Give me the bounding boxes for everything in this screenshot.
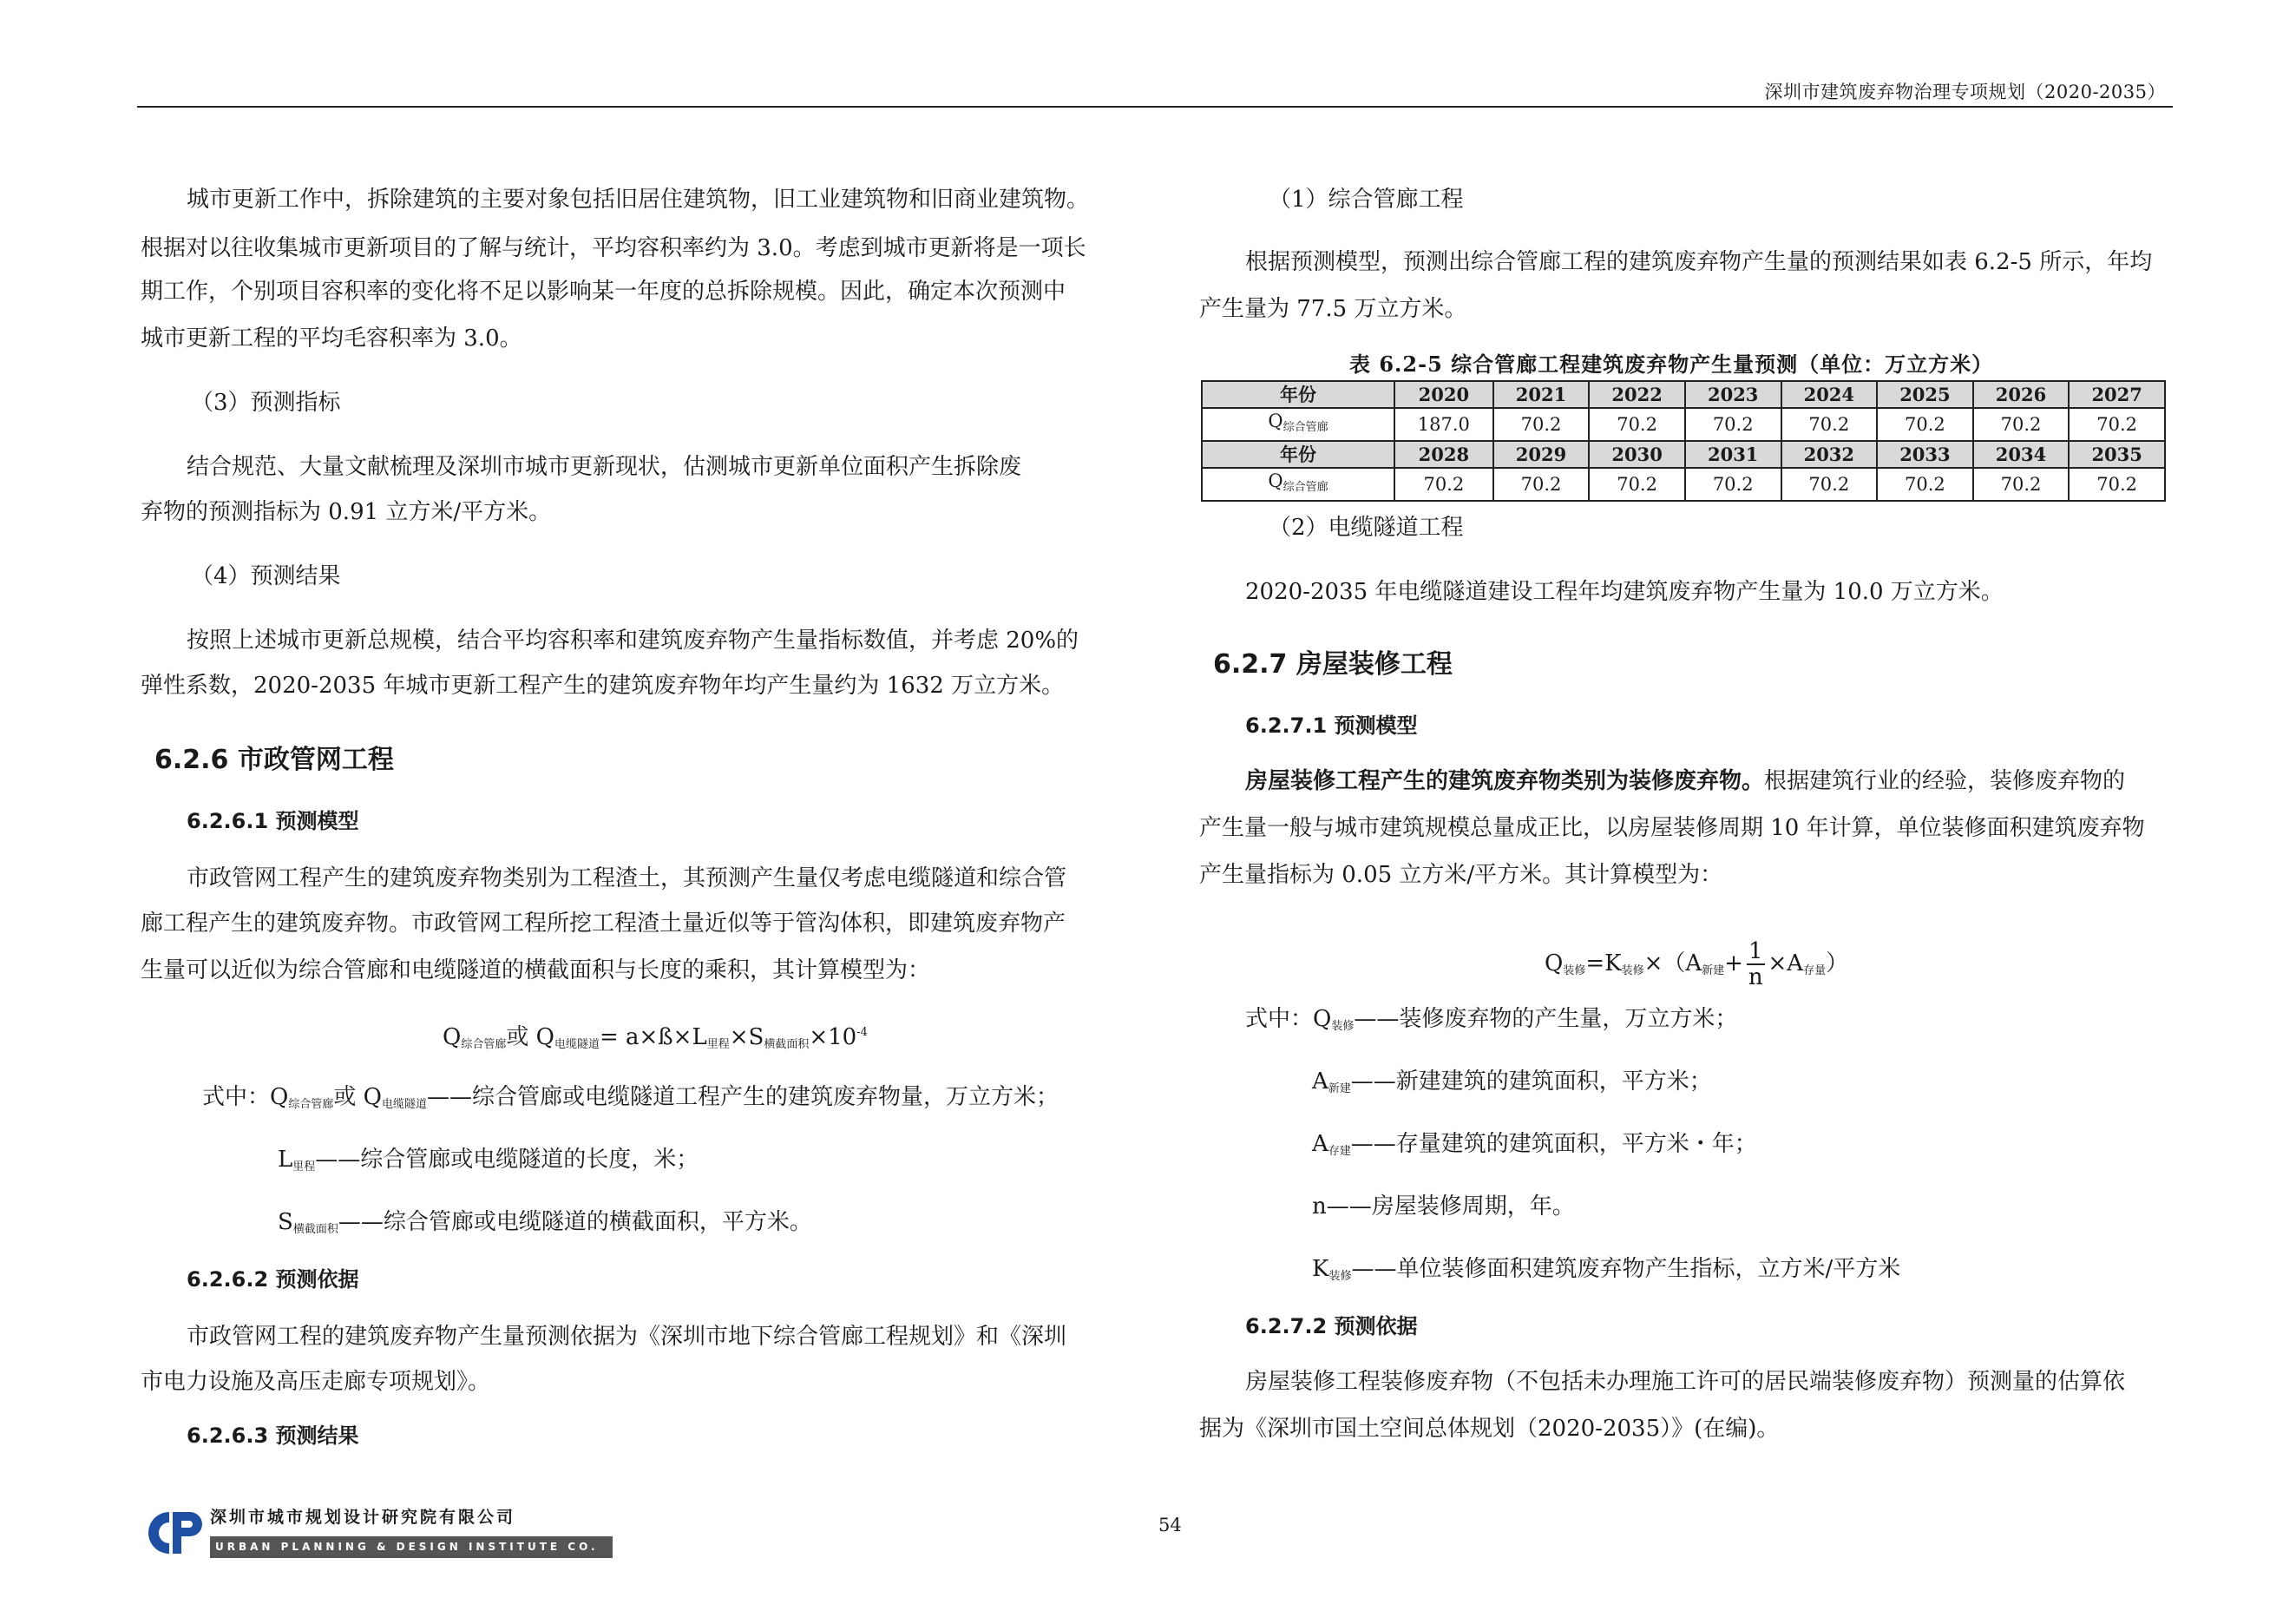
heading-6-2-7-2: 6.2.7.2 预测依据 xyxy=(1245,1314,1418,1338)
table-cell: 2029 xyxy=(1493,441,1590,468)
definition-a-new: $A_{新建}——$新建建筑的建筑面积，平方米； xyxy=(1312,1068,1712,1095)
formula-pipe: $Q_{综合管廊}$或 $Q_{电缆隧道}=$ $a\times ß\times L_{里程}\times S_{横截面积}\times 10^{-4}$ xyxy=(443,1024,868,1051)
table-cell: 2032 xyxy=(1781,441,1878,468)
para-pipe-gallery-2: 产生量为 77.5 万立方米。 xyxy=(1199,296,1467,322)
table-cell: 70.2 xyxy=(1973,408,2070,441)
table-cell: 2026 xyxy=(1973,381,2070,408)
table-cell: 2033 xyxy=(1877,441,1973,468)
table-cell: 70.2 xyxy=(1877,468,1973,501)
table-cell: 70.2 xyxy=(1493,408,1590,441)
table-cell: 187.0 xyxy=(1394,408,1493,441)
fraction: $\frac{1}{n}$ xyxy=(1748,938,1763,990)
forecast-table xyxy=(1201,380,2166,502)
institute-name-en: URBAN PLANNING & DESIGN INSTITUTE CO. OF SHENZHEN xyxy=(210,1536,613,1558)
para-urban-renewal-2: 根据对以往收集城市更新项目的了解与统计，平均容积率约为 3.0。考虑到城市更新将是一项长 xyxy=(141,235,1086,261)
heading-6-2-6-3: 6.2.6.3 预测结果 xyxy=(187,1423,359,1448)
table-cell: 70.2 xyxy=(1589,468,1685,501)
para-model-3: 生量可以近似为综合管廊和电缆隧道的横截面积与长度的乘积，其计算模型为： xyxy=(141,957,931,983)
table-cell: 2028 xyxy=(1394,441,1493,468)
institute-logo-icon xyxy=(143,1505,206,1561)
table-row xyxy=(1202,408,2165,441)
table-cell: 70.2 xyxy=(1685,468,1781,501)
para-decoration-3: 产生量指标为 0.05 立方米/平方米。其计算模型为： xyxy=(1199,862,1723,888)
para-indicator-2: 弃物的预测指标为 0.91 立方米/平方米。 xyxy=(141,499,552,525)
institute-name-cn: 深圳市城市规划设计研究院有限公司 xyxy=(210,1508,516,1527)
section-1-title: （1）综合管廊工程 xyxy=(1269,187,1464,213)
definition-n: n——房屋装修周期，年。 xyxy=(1312,1193,1575,1220)
table-row xyxy=(1202,441,2165,468)
table-caption: 表 6.2-5 综合管廊工程建筑废弃物产生量预测（单位：万立方米） xyxy=(1349,352,1994,377)
table-cell: 70.2 xyxy=(1781,408,1878,441)
table-cell: 2024 xyxy=(1781,381,1878,408)
table-cell: $Q_{综合管廊}$ xyxy=(1202,468,1394,501)
para-decoration-2: 产生量一般与城市建筑规模总量成正比，以房屋装修周期 10 年计算，单位装修面积建筑废弃物 xyxy=(1199,815,2145,841)
table-cell: 2025 xyxy=(1877,381,1973,408)
para-basis-1: 市政管网工程的建筑废弃物产生量预测依据为《深圳市地下综合管廊工程规划》和《深圳 xyxy=(187,1324,1067,1350)
table-cell: 70.2 xyxy=(1877,408,1973,441)
table-cell: 70.2 xyxy=(1493,468,1590,501)
section-3-title: （3）预测指标 xyxy=(191,390,341,416)
para-decoration-1: 房屋装修工程产生的建筑废弃物类别为装修废弃物。根据建筑行业的经验，装修废弃物的 xyxy=(1245,768,2126,794)
formula-decoration: $Q_{装修}=K_{装修}\times(A_{新建}+$ $\frac{1}{n}$ $\times A_{存量}$） xyxy=(1545,938,1849,990)
table-cell: $Q_{综合管廊}$ xyxy=(1202,408,1394,441)
definition-q-decoration: 式中：$Q_{装修}——$装修废弃物的产生量，万立方米； xyxy=(1245,1006,1738,1033)
definition-q: 式中：$Q_{综合管廊}$或 $Q_{电缆隧道}——$综合管廊或电缆隧道工程产生的建筑废弃物量，万立方米； xyxy=(202,1084,1059,1111)
table-cell: 2022 xyxy=(1589,381,1685,408)
table-cell: 70.2 xyxy=(2069,408,2165,441)
running-header: 深圳市建筑废弃物治理专项规划（2020-2035） xyxy=(1764,82,2166,102)
table-cell: 70.2 xyxy=(2069,468,2165,501)
table-cell: 2023 xyxy=(1685,381,1781,408)
header-rule xyxy=(137,106,2173,108)
para-indicator-1: 结合规范、大量文献梳理及深圳市城市更新现状，估测城市更新单位面积产生拆除废 xyxy=(187,454,1022,480)
table-row xyxy=(1202,381,2165,408)
definition-l: $L_{里程}——$综合管廊或电缆隧道的长度，米； xyxy=(278,1147,699,1174)
para-decoration-basis-1: 房屋装修工程装修废弃物（不包括未办理施工许可的居民端装修废弃物）预测量的估算依 xyxy=(1245,1369,2126,1395)
para-cable-tunnel: 2020-2035 年电缆隧道建设工程年均建筑废弃物产生量为 10.0 万立方米。 xyxy=(1245,579,2004,605)
definition-a-stock: $A_{存建}——$存量建筑的建筑面积，平方米・年； xyxy=(1312,1131,1757,1158)
heading-6-2-6: 6.2.6 市政管网工程 xyxy=(154,745,394,775)
para-model-1: 市政管网工程产生的建筑废弃物类别为工程渣土，其预测产生量仅考虑电缆隧道和综合管 xyxy=(187,865,1067,891)
table-cell: 70.2 xyxy=(1394,468,1493,501)
page-number: 54 xyxy=(1158,1515,1182,1535)
definition-s: $S_{横截面积}——$综合管廊或电缆隧道的横截面积，平方米。 xyxy=(278,1209,812,1236)
table-cell: 2031 xyxy=(1685,441,1781,468)
para-basis-2: 市电力设施及高压走廊专项规划》。 xyxy=(141,1369,491,1395)
table-cell: 2021 xyxy=(1493,381,1590,408)
heading-6-2-6-1: 6.2.6.1 预测模型 xyxy=(187,809,359,833)
table-cell: 年份 xyxy=(1202,381,1394,408)
para-urban-renewal-4: 城市更新工程的平均毛容积率为 3.0。 xyxy=(141,325,522,352)
table-cell: 2035 xyxy=(2069,441,2165,468)
para-decoration-basis-2: 据为《深圳市国土空间总体规划（2020-2035）》(在编)。 xyxy=(1199,1416,1780,1442)
para-urban-renewal-3: 期工作，个别项目容积率的变化将不足以影响某一年度的总拆除规模。因此，确定本次预测中 xyxy=(141,279,1066,305)
heading-6-2-6-2: 6.2.6.2 预测依据 xyxy=(187,1267,359,1292)
table-cell: 70.2 xyxy=(1781,468,1878,501)
table-cell: 70.2 xyxy=(1589,408,1685,441)
para-pipe-gallery-1: 根据预测模型，预测出综合管廊工程的建筑废弃物产生量的预测结果如表 6.2-5 所示，年均 xyxy=(1245,249,2153,275)
para-model-2: 廊工程产生的建筑废弃物。市政管网工程所挖工程渣土量近似等于管沟体积，即建筑废弃物产 xyxy=(141,911,1066,937)
heading-6-2-7: 6.2.7 房屋装修工程 xyxy=(1213,649,1453,680)
para-urban-renewal-1: 城市更新工作中，拆除建筑的主要对象包括旧居住建筑物，旧工业建筑物和旧商业建筑物。 xyxy=(187,187,1090,213)
table-cell: 70.2 xyxy=(1685,408,1781,441)
table-cell: 2034 xyxy=(1973,441,2070,468)
table-cell: 2020 xyxy=(1394,381,1493,408)
table-row xyxy=(1202,468,2165,501)
table-cell: 2030 xyxy=(1589,441,1685,468)
section-4-title: （4）预测结果 xyxy=(191,563,341,589)
para-result-2: 弹性系数，2020-2035 年城市更新工程产生的建筑废弃物年均产生量约为 1632 万立方米。 xyxy=(141,673,1065,699)
heading-6-2-7-1: 6.2.7.1 预测模型 xyxy=(1245,713,1418,738)
table-cell: 2027 xyxy=(2069,381,2165,408)
para-result-1: 按照上述城市更新总规模，结合平均容积率和建筑废弃物产生量指标数值，并考虑 20%的 xyxy=(187,628,1079,654)
table-cell: 年份 xyxy=(1202,441,1394,468)
definition-k: $K_{装修}——$单位装修面积建筑废弃物产生指标，立方米/平方米 xyxy=(1312,1256,1901,1283)
section-2-title: （2）电缆隧道工程 xyxy=(1269,515,1464,541)
table-cell: 70.2 xyxy=(1973,468,2070,501)
